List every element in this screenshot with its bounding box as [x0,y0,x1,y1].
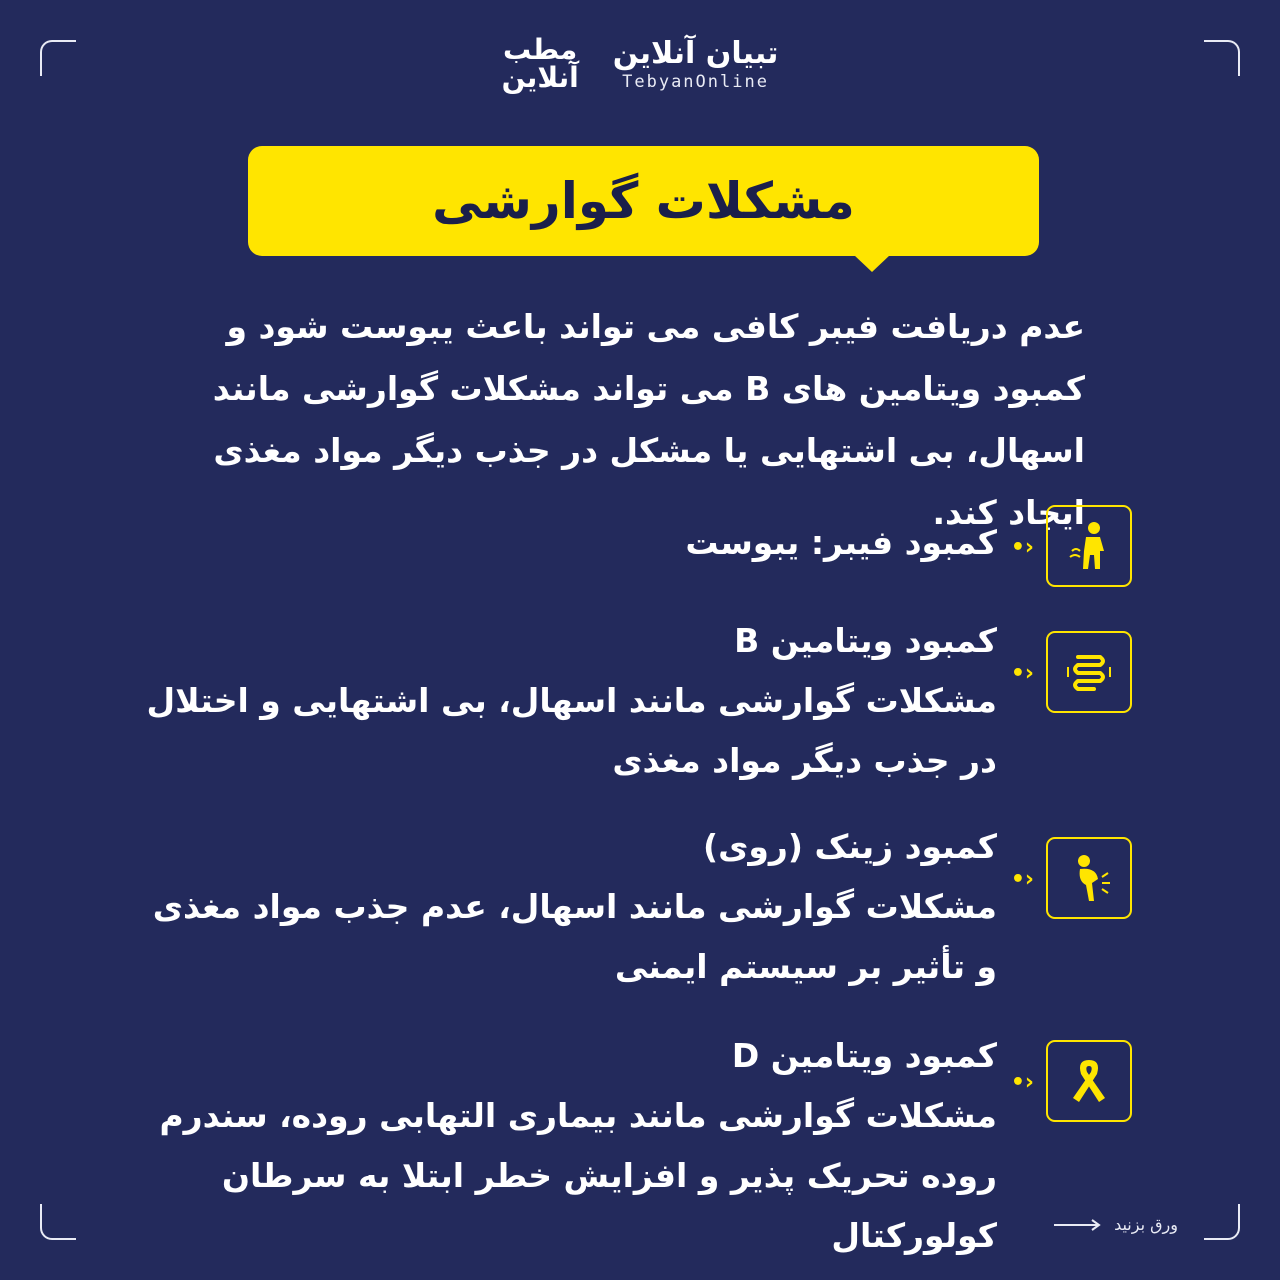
list-item [132,827,1132,1017]
page-title: مشکلات گوارشی [432,172,855,230]
chevron-left-icon: ‹• [1010,535,1034,560]
title-banner [248,146,1039,256]
tebyan-logo-en: TebyanOnline [622,72,769,92]
intestine-icon [1046,631,1132,713]
logo-bar [0,33,1280,94]
constipation-icon [1046,505,1132,587]
matab-logo-line2: آنلاین [501,61,579,94]
frame-corner-bottom-left [40,1204,76,1240]
list-item [132,1036,1132,1255]
item-heading: کمبود ویتامین B [734,621,997,660]
chevron-left-icon: ‹• [1010,661,1034,686]
item-body: مشکلات گوارشی مانند بیماری التهابی روده، سندرم روده تحریک پذیر و افزایش خطر ابتلا به سرطان کولورکتال [159,1096,997,1255]
list-item [132,505,1132,585]
swipe-label: ورق بزنید [1114,1215,1178,1234]
frame-corner-bottom-right [1204,1204,1240,1240]
matab-logo-line1: مطب [503,33,578,66]
tebyan-online-logo [613,36,779,92]
item-heading: کمبود زینک (روی) [703,827,997,866]
intro-paragraph: عدم دریافت فیبر کافی می تواند باعث یبوست شود و کمبود ویتامین های B می تواند مشکلات گوارشی مانند اسهال، بی اشتهایی یا مشکل در جذب دیگر مواد مغذی ایجاد کند. [212,307,1085,532]
chevron-left-icon: ‹• [1010,1070,1034,1095]
item-heading: کمبود ویتامین D [731,1036,997,1075]
item-body: مشکلات گوارشی مانند اسهال، عدم جذب مواد مغذی و تأثیر بر سیستم ایمنی [152,887,997,986]
list-item [132,621,1132,811]
matab-online-logo [501,33,579,94]
item-body: مشکلات گوارشی مانند اسهال، بی اشتهایی و اختلال در جذب دیگر مواد مغذی [146,681,997,780]
awareness-ribbon-icon [1046,1040,1132,1122]
arrow-right-icon [1052,1219,1102,1231]
stomach-ache-icon [1046,837,1132,919]
chevron-left-icon: ‹• [1010,867,1034,892]
tebyan-logo-fa: تبیان آنلاین [612,36,779,71]
item-heading: کمبود فیبر: یبوست [685,523,997,562]
swipe-hint [1052,1215,1178,1234]
